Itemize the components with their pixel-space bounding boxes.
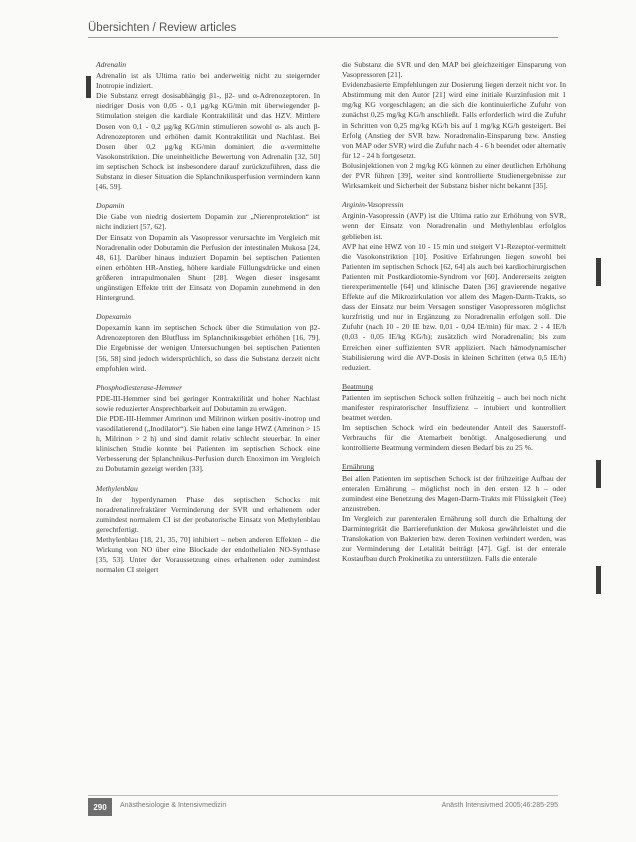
section-heading: Phosphodiesterase-Hemmer bbox=[96, 382, 183, 392]
running-header bbox=[88, 22, 558, 38]
right-column bbox=[342, 60, 566, 573]
section-heading: Beatmung bbox=[342, 381, 374, 391]
section bbox=[342, 60, 566, 191]
section bbox=[96, 312, 320, 374]
section-heading: Dopamin bbox=[96, 201, 125, 211]
margin-bar-right-1 bbox=[596, 258, 601, 286]
paragraph: Evidenzbasierte Empfehlungen zur Dosierung liegen derzeit nicht vor. In Abstimmung mit den Autor [21] wird eine initiale Kurzinfusion mit 1 mg/kg KG vorgeschlagen; an die sich die kontinuierliche Zufuhr von zunächst 0,25 mg/kg KG/h anschließt. Falls erforderlich wird die Zufuhr in Schritten von 0,25 mg/kg KG/h bis auf 1 mg/kg KG/h gesteigert. Bei Erfolg (Anstieg der SVR bzw. Noradrenalin-Einsparung bzw. Anstieg von MAP oder SVR) wird die Zufuhr nach 4 - 6 h beendet oder alternativ für 12 - 24 h fortgesetzt. bbox=[342, 80, 566, 160]
footer-journal: Anästhesiologie & Intensivmedizin bbox=[120, 802, 227, 809]
section bbox=[342, 382, 566, 454]
page-number-box bbox=[88, 798, 112, 816]
paragraph: Methylenblau [18, 21, 35, 70] inhibiert – neben anderen Effekten – die Wirkung von NO über eine Blockade der endothelialen NO-Synthase [35, 53]. Unter der Voraussetzung eines erhaltenen oder zumindest normalen CI steigert bbox=[96, 535, 320, 575]
paragraph: Dopexamin kann im septischen Schock über die Stimulation von β2-Adrenozeptoren den Blutfluss im Splanchnikusgebiet erhöhen [16, 79]. Die Ergebnisse der wenigen Untersuchungen bei septischen Patienten [56, 58] sind jedoch widersprüchlich, so dass die Substanz derzeit nicht empfohlen wird. bbox=[96, 323, 320, 373]
section bbox=[96, 383, 320, 475]
paragraph: Die PDE-III-Hemmer Amrinon und Milrinon wirken positiv-inotrop und vasodilatierend („Inodilator“). Sie haben eine lange HWZ (Amrinon > 15 h, Milrinon > 2 h) und sind damit relativ schlecht steuerbar. In einer klinischen Studie konnte bei Patienten im septischen Schock eine Verbesserung der Splanchnikus-Perfusion durch Enoximon im Vergleich zu Dobutamin gezeigt werden [33]. bbox=[96, 414, 320, 474]
section bbox=[342, 200, 566, 373]
paragraph: Der Einsatz von Dopamin als Vasopressor verursachte im Vergleich mit Noradrenalin oder Dobutamin die Perfusion der intestinalen Mukosa [24, 48, 61]. Darüber hinaus induziert Dopamin bei septischen Patienten einen erhöhten HR-Anstieg, höhere kardiale Füllungsdrücke und einen größeren intrapulmonalen Shunt [28]. Wegen dieser insgesamt ungünstigen Effekte tritt der Einsatz von Dopamin zunehmend in den Hintergrund. bbox=[96, 232, 320, 303]
paragraph: In der hyperdynamen Phase des septischen Schocks mit noradrenalinrefraktärer Verminderung der SVR und erhaltenem oder zumindest normalem CI ist der probatorische Einsatz von Methylenblau gerechtfertigt. bbox=[96, 494, 320, 534]
section bbox=[96, 60, 320, 192]
section bbox=[342, 462, 566, 564]
paragraph: die Substanz die SVR und den MAP bei gleichzeitiger Einsparung von Vasopressoren [21]. bbox=[342, 60, 566, 80]
paragraph: Adrenalin ist als Ultima ratio bei anderweitig nicht zu steigernder Inotropie indiziert. bbox=[96, 71, 320, 91]
paragraph: Arginin-Vasopressin (AVP) ist die Ultima ratio zur Erhöhung von SVR, wenn der Einsatz von Noradrenalin und Methylenblau erfolglos geblieben ist. bbox=[342, 211, 566, 241]
paragraph: Bolusinjektionen von 2 mg/kg KG können zu einer deutlichen Erhöhung der PVR führen [39], weiter sind kontrollierte Studienergebnisse zur Wirksamkeit und Sicherheit der Substanz bisher nicht bekannt [35]. bbox=[342, 160, 566, 191]
section bbox=[96, 484, 320, 576]
footer-citation: Anästh Intensivmed 2005;46:285-295 bbox=[441, 802, 558, 809]
section-heading: Adrenalin bbox=[96, 60, 127, 69]
paragraph: Die Gabe von niedrig dosiertem Dopamin zur „Nierenprotektion“ ist nicht indiziert [57, 62]. bbox=[96, 212, 320, 232]
page-footer bbox=[88, 795, 558, 818]
paragraph: Patienten im septischen Schock sollen frühzeitig – auch bei noch nicht manifester respiratorischer Insuffizienz – intubiert und kontrolliert beatmet werden. bbox=[342, 392, 566, 423]
margin-bar-right-3 bbox=[596, 566, 601, 594]
paragraph: Im septischen Schock wird ein bedeutender Anteil des Sauerstoff-Verbrauchs für die Atemarbeit benötigt. Analgosedierung und kontrollierte Beatmung vermindern diesen Bedarf bis zu 25 %. bbox=[342, 423, 566, 453]
left-column bbox=[96, 60, 320, 584]
paragraph: AVP hat eine HWZ von 10 - 15 min und steigert V1-Rezeptor-vermittelt die Vasokonstriktion [10]. Positive Erfahrungen liegen sowohl bei Patienten im septischen Schock [62, 64] als auch bei kardiochirurgischen Patienten mit Postkardiotomie-Syndrom vor [60]. Andererseits zeigten tierexperimentelle [64] und klinische Daten [36] gravierende negative Effekte auf die Mikrozirkulation vor allem des Magen-Darm-Trakts, so dass der Einsatz nur beim Versagen sonstiger Vasopressoren möglichst kurzfristig und nur in Ergänzung zu Noradrenalin erfolgen soll. Die Zufuhr (nach 10 - 20 IE bzw. 0,01 - 0,04 IE/min) für max. 2 - 4 IE/h (0,03 - 0,05 IE/kg KG/h); zusätzlich wird Noradrenalin; bis zum Erreichen einer suffizienten SVR appliziert. Nach hämodynamischer Stabilisierung wird die AVP-Dosis in kleinen Schritten (etwa 0,5 IE/h) reduziert. bbox=[342, 241, 566, 372]
page-number: 290 bbox=[93, 802, 107, 812]
header-title: Übersichten / Review articles bbox=[88, 22, 237, 34]
margin-bar-right-2 bbox=[596, 460, 601, 488]
paragraph: Bei allen Patienten im septischen Schock ist der frühzeitige Aufbau der enteralen Ernährung – möglichst noch in den ersten 12 h – oder zumindest eine Benetzung des Magen-Darm-Trakts mit Flüssigkeit (Tee) anzustreben. bbox=[342, 473, 566, 513]
section-heading: Arginin-Vasopressin bbox=[342, 200, 404, 210]
paragraph: PDE-III-Hemmer sind bei geringer Kontraktilität und hoher Nachlast sowie reduzierter Ansprechbarkeit auf Dobutamin zu erwägen. bbox=[96, 393, 320, 413]
section-heading: Ernährung bbox=[342, 462, 375, 472]
section-heading: Methylenblau bbox=[96, 483, 138, 493]
section bbox=[96, 201, 320, 303]
paragraph: Die Substanz erregt dosisabhängig β1-, β2- und α-Adrenozeptoren. In niedriger Dosis von 0,05 - 0,1 µg/kg KG/min mit überwiegender β-Stimulation steigen die kardiale Kontraktilität und das HZV. Mittlere Dosen von 0,1 - 0,2 µg/kg KG/min stimulieren sowohl α- als auch β-Adrenozeptoren und erhöhen damit Kontraktilität und Nachlast. Bei Dosen über 0,2 µg/kg KG/min dominiert die α-vermittelte Vasokonstriktion. Die uneinheitliche Bewertung von Adrenalin [32, 50] im septischen Schock ist insbesondere darauf zurückzuführen, dass die Substanz in dieser Situation die Splanchnikusperfusion vermindern kann [46, 59]. bbox=[96, 91, 320, 192]
paragraph: Im Vergleich zur parenteralen Ernährung soll durch die Erhaltung der Darmintegrität die Barrierefunktion der Mukosa gewährleistet und die Translokation von Bakterien bzw. deren Toxinen verhindert werden, was zur Verminderung der Letalität beiträgt [47]. Ggf. ist der enterale Kostaufbau durch Prokinetika zu unterstützen. Falls die enterale bbox=[342, 513, 566, 564]
margin-bar-left-1 bbox=[86, 76, 91, 98]
section-heading: Dopexamin bbox=[96, 312, 132, 322]
